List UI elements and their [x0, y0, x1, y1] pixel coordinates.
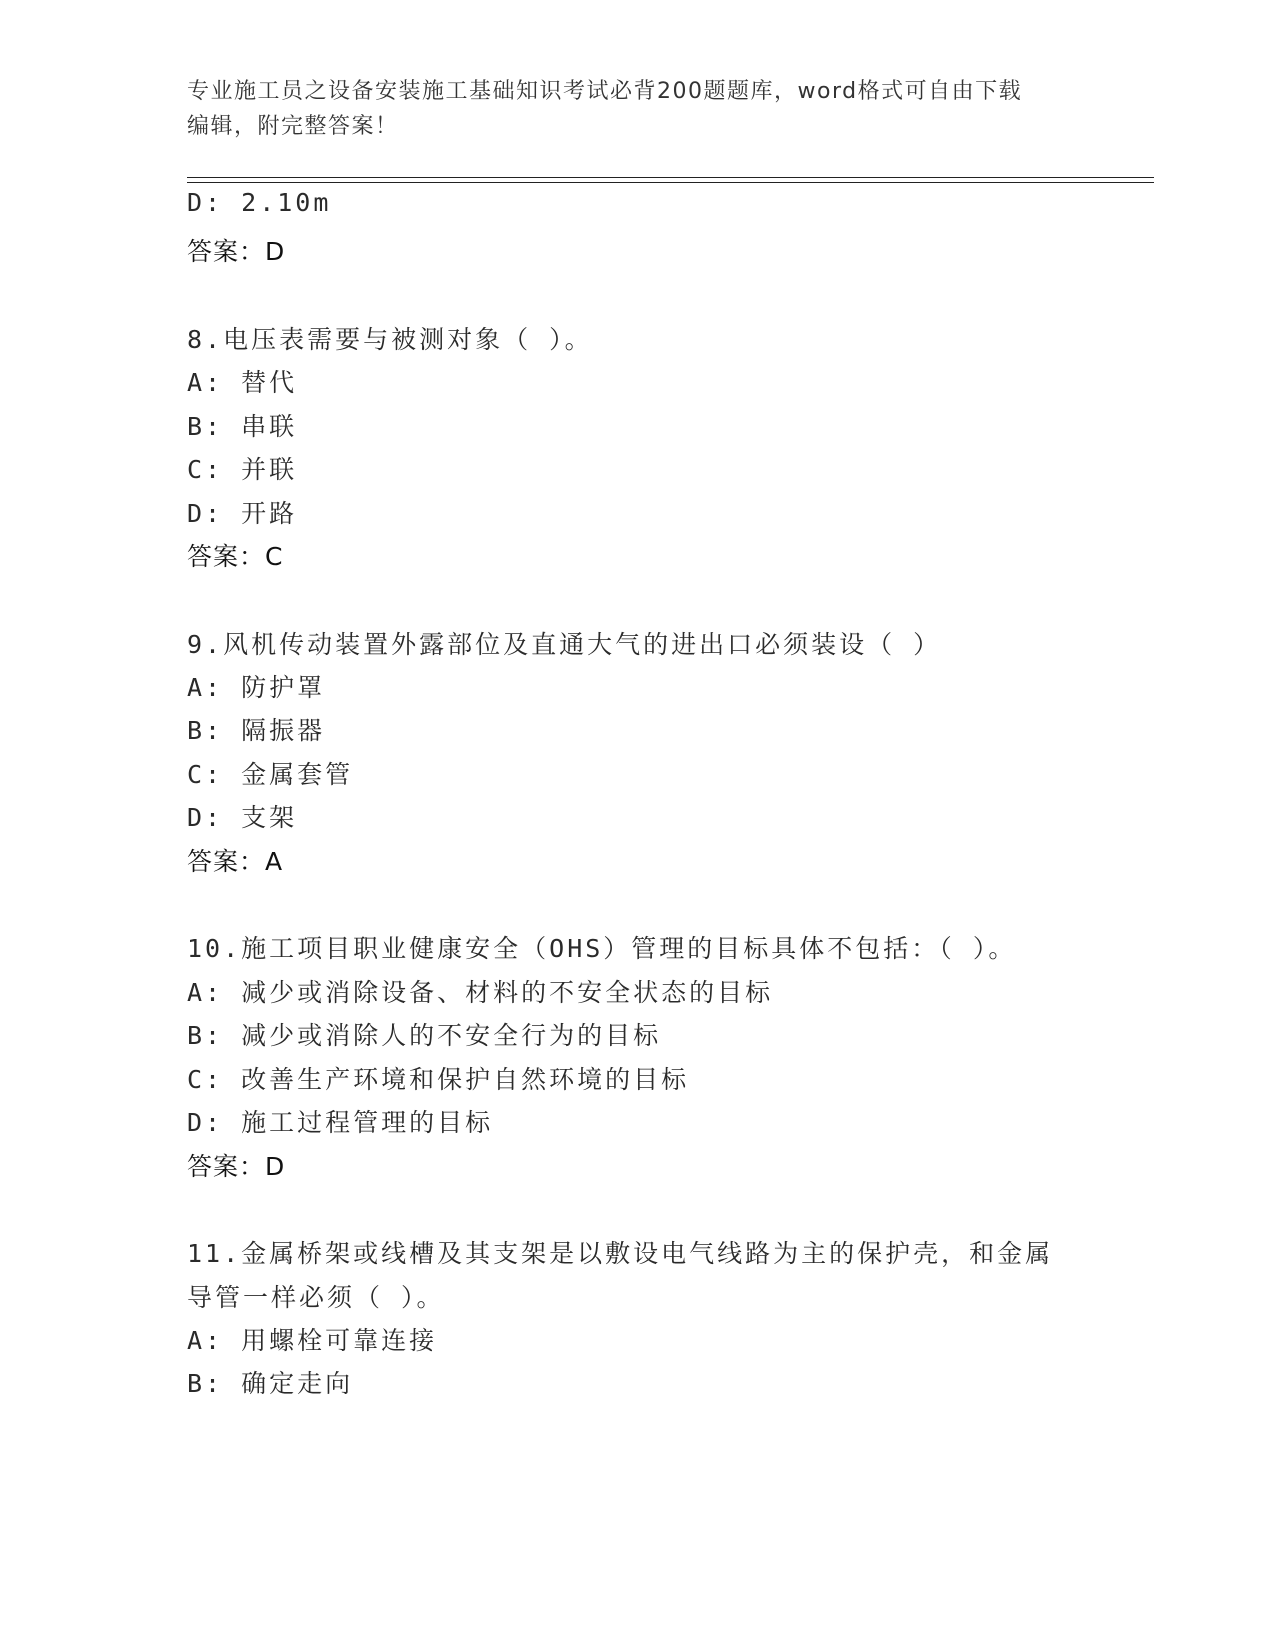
- question-9-option-d: D: 支架: [187, 803, 298, 832]
- question-11-stem-line-1: 11.金属桥架或线槽及其支架是以敷设电气线路为主的保护壳，和金属: [187, 1239, 1054, 1268]
- header-divider-top: [187, 177, 1154, 178]
- document-header: [187, 74, 1087, 144]
- header-title-line-2: 编辑，附完整答案！: [187, 114, 399, 139]
- question-11-stem-line-2: 导管一样必须（ ）。: [187, 1283, 445, 1312]
- question-11-option-b: B: 确定走向: [187, 1369, 354, 1398]
- question-9-option-a: A: 防护罩: [187, 673, 326, 702]
- question-9-answer: 答案：A: [187, 847, 284, 876]
- question-10-option-a: A: 减少或消除设备、材料的不安全状态的目标: [187, 978, 774, 1007]
- question-9-stem: 9.风机传动装置外露部位及直通大气的进出口必须装设（ ）: [187, 630, 942, 659]
- question-8-option-d: D: 开路: [187, 499, 298, 528]
- question-8-option-c: C: 并联: [187, 455, 298, 484]
- question-10-stem: 10.施工项目职业健康安全（OHS）管理的目标具体不包括：（ ）。: [187, 934, 1017, 963]
- question-10-option-b: B: 减少或消除人的不安全行为的目标: [187, 1021, 662, 1050]
- question-9-option-b: B: 隔振器: [187, 716, 326, 745]
- question-8-option-a: A: 替代: [187, 368, 298, 397]
- question-10-option-d: D: 施工过程管理的目标: [187, 1108, 494, 1137]
- question-10-option-c: C: 改善生产环境和保护自然环境的目标: [187, 1065, 690, 1094]
- prev-option-d: D: 2.10m: [187, 188, 332, 217]
- header-divider-bottom: [187, 182, 1154, 183]
- question-8-stem: 8.电压表需要与被测对象（ ）。: [187, 325, 593, 354]
- question-10-answer: 答案：D: [187, 1152, 286, 1181]
- question-9-option-c: C: 金属套管: [187, 760, 354, 789]
- question-8-option-b: B: 串联: [187, 412, 298, 441]
- question-8-answer: 答案：C: [187, 542, 284, 571]
- prev-answer: 答案：D: [187, 237, 286, 266]
- header-title-line-1: 专业施工员之设备安装施工基础知识考试必背200题题库，word格式可自由下载: [187, 79, 1023, 104]
- question-11-option-a: A: 用螺栓可靠连接: [187, 1326, 438, 1355]
